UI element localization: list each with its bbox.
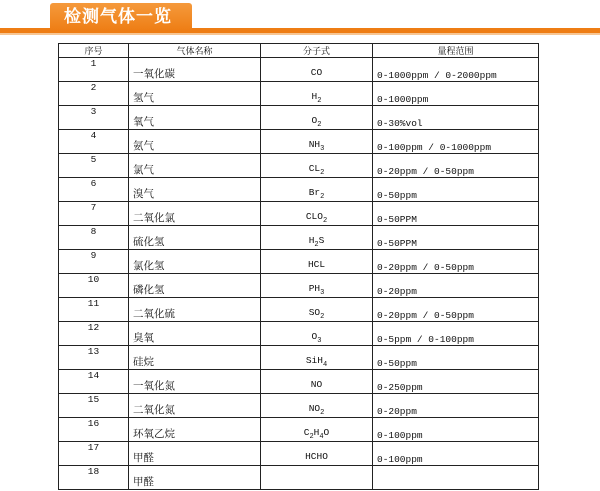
formula-subscript: 3 (320, 145, 325, 153)
formula-main: NO (308, 403, 321, 415)
cell-index: 11 (59, 298, 129, 322)
cell-index: 5 (59, 154, 129, 178)
cell-formula (261, 274, 373, 298)
header-range: 量程范围 (373, 44, 539, 58)
cell-formula (261, 82, 373, 106)
formula-subscript: 2 (320, 169, 325, 177)
header-name: 气体名称 (129, 44, 261, 58)
cell-formula (261, 418, 373, 442)
table-row (59, 106, 539, 130)
table-row (59, 418, 539, 442)
cell-index: 18 (59, 466, 129, 490)
header-formula: 分子式 (261, 44, 373, 58)
formula-subscript: 3 (317, 337, 322, 345)
cell-formula (261, 442, 373, 466)
cell-range: 0-5ppm / 0-100ppm (373, 322, 539, 346)
formula-subscript: 2 (320, 409, 325, 417)
formula-main: HCHO (305, 451, 328, 463)
formula-main: CL (308, 163, 321, 175)
cell-formula (261, 250, 373, 274)
cell-index: 17 (59, 442, 129, 466)
cell-range: 0-1000ppm / 0-2000ppm (373, 58, 539, 82)
cell-range (373, 466, 539, 490)
table-row (59, 394, 539, 418)
cell-index: 2 (59, 82, 129, 106)
cell-index: 10 (59, 274, 129, 298)
cell-formula (261, 154, 373, 178)
formula-subscript: 2 (320, 193, 325, 201)
formula-main: SO (308, 307, 321, 319)
cell-gas-name: 一氧化碳 (129, 58, 261, 82)
cell-gas-name: 环氧乙烷 (129, 418, 261, 442)
table-header-row (59, 44, 539, 58)
formula-subscript: 2 (317, 97, 322, 105)
table-row (59, 274, 539, 298)
cell-gas-name: 臭氧 (129, 322, 261, 346)
cell-range: 0-20ppm / 0-50ppm (373, 250, 539, 274)
cell-range: 0-20ppm / 0-50ppm (373, 298, 539, 322)
cell-formula (261, 202, 373, 226)
cell-formula (261, 346, 373, 370)
cell-gas-name: 二氧化氯 (129, 202, 261, 226)
table-row (59, 82, 539, 106)
cell-gas-name: 磷化氢 (129, 274, 261, 298)
table-row (59, 154, 539, 178)
formula-subscript: 2 (320, 313, 325, 321)
cell-index: 9 (59, 250, 129, 274)
cell-index: 16 (59, 418, 129, 442)
cell-gas-name: 溴气 (129, 178, 261, 202)
section-banner (0, 0, 600, 36)
cell-index: 8 (59, 226, 129, 250)
cell-formula (261, 178, 373, 202)
cell-gas-name: 氯气 (129, 154, 261, 178)
formula-tail: S (318, 235, 325, 247)
table-row (59, 370, 539, 394)
cell-formula (261, 370, 373, 394)
cell-gas-name: 二氧化硫 (129, 298, 261, 322)
formula-main: H (311, 91, 318, 103)
formula-main: NO (310, 379, 323, 391)
formula-subscript: 2 (309, 433, 314, 441)
cell-range: 0-1000ppm (373, 82, 539, 106)
banner-shadow (0, 33, 600, 35)
cell-index: 6 (59, 178, 129, 202)
formula-subscript-2: 4 (319, 433, 324, 441)
cell-range: 0-20ppm (373, 394, 539, 418)
formula-subscript: 3 (320, 289, 325, 297)
cell-range: 0-100ppm (373, 442, 539, 466)
cell-range: 0-20ppm / 0-50ppm (373, 154, 539, 178)
cell-formula (261, 106, 373, 130)
cell-range: 0-250ppm (373, 370, 539, 394)
formula-main: PH (308, 283, 321, 295)
cell-formula (261, 226, 373, 250)
cell-range: 0-50PPM (373, 202, 539, 226)
table-row (59, 346, 539, 370)
cell-gas-name: 一氧化氮 (129, 370, 261, 394)
cell-formula (261, 130, 373, 154)
formula-main: CO (310, 67, 323, 79)
cell-index: 13 (59, 346, 129, 370)
header-index: 序号 (59, 44, 129, 58)
formula-subscript: 2 (317, 121, 322, 129)
cell-gas-name: 氧气 (129, 106, 261, 130)
cell-range: 0-100ppm / 0-1000ppm (373, 130, 539, 154)
cell-gas-name: 硫化氢 (129, 226, 261, 250)
table-row (59, 250, 539, 274)
cell-gas-name: 甲醛 (129, 466, 261, 490)
cell-index: 7 (59, 202, 129, 226)
table-row (59, 466, 539, 490)
formula-tail-2: O (323, 427, 330, 439)
cell-range: 0-100ppm (373, 418, 539, 442)
cell-index: 15 (59, 394, 129, 418)
formula-subscript: 2 (314, 241, 319, 249)
formula-main: HCL (307, 259, 326, 271)
cell-range: 0-50ppm (373, 346, 539, 370)
cell-range: 0-50ppm (373, 178, 539, 202)
formula-main: CLO (305, 211, 323, 223)
cell-formula (261, 58, 373, 82)
table-row (59, 298, 539, 322)
cell-index: 12 (59, 322, 129, 346)
cell-formula (261, 394, 373, 418)
formula-tail: H (313, 427, 320, 439)
cell-range: 0-50PPM (373, 226, 539, 250)
cell-index: 4 (59, 130, 129, 154)
cell-formula (261, 466, 373, 490)
cell-gas-name: 氨气 (129, 130, 261, 154)
formula-main: SiH (305, 355, 323, 367)
formula-subscript: 4 (322, 361, 328, 369)
table-row (59, 202, 539, 226)
table-row (59, 442, 539, 466)
cell-gas-name: 氯化氢 (129, 250, 261, 274)
formula-main: O (311, 115, 318, 127)
cell-index: 1 (59, 58, 129, 82)
formula-main: H (308, 235, 315, 247)
cell-formula (261, 298, 373, 322)
cell-range: 0-20ppm (373, 274, 539, 298)
cell-index: 14 (59, 370, 129, 394)
section-title: 检测气体一览 (50, 3, 192, 31)
cell-formula (261, 322, 373, 346)
cell-gas-name: 二氧化氮 (129, 394, 261, 418)
cell-gas-name: 氢气 (129, 82, 261, 106)
table-row (59, 226, 539, 250)
cell-gas-name: 甲醛 (129, 442, 261, 466)
table-row (59, 322, 539, 346)
formula-main: C (303, 427, 310, 439)
cell-range: 0-30%vol (373, 106, 539, 130)
formula-main: Br (308, 187, 321, 199)
table-row (59, 130, 539, 154)
cell-index: 3 (59, 106, 129, 130)
table-row (59, 58, 539, 82)
formula-main: NH (308, 139, 321, 151)
formula-subscript: 2 (322, 217, 328, 225)
gas-table (58, 43, 539, 490)
table-row (59, 178, 539, 202)
formula-main: O (311, 331, 318, 343)
cell-gas-name: 硅烷 (129, 346, 261, 370)
